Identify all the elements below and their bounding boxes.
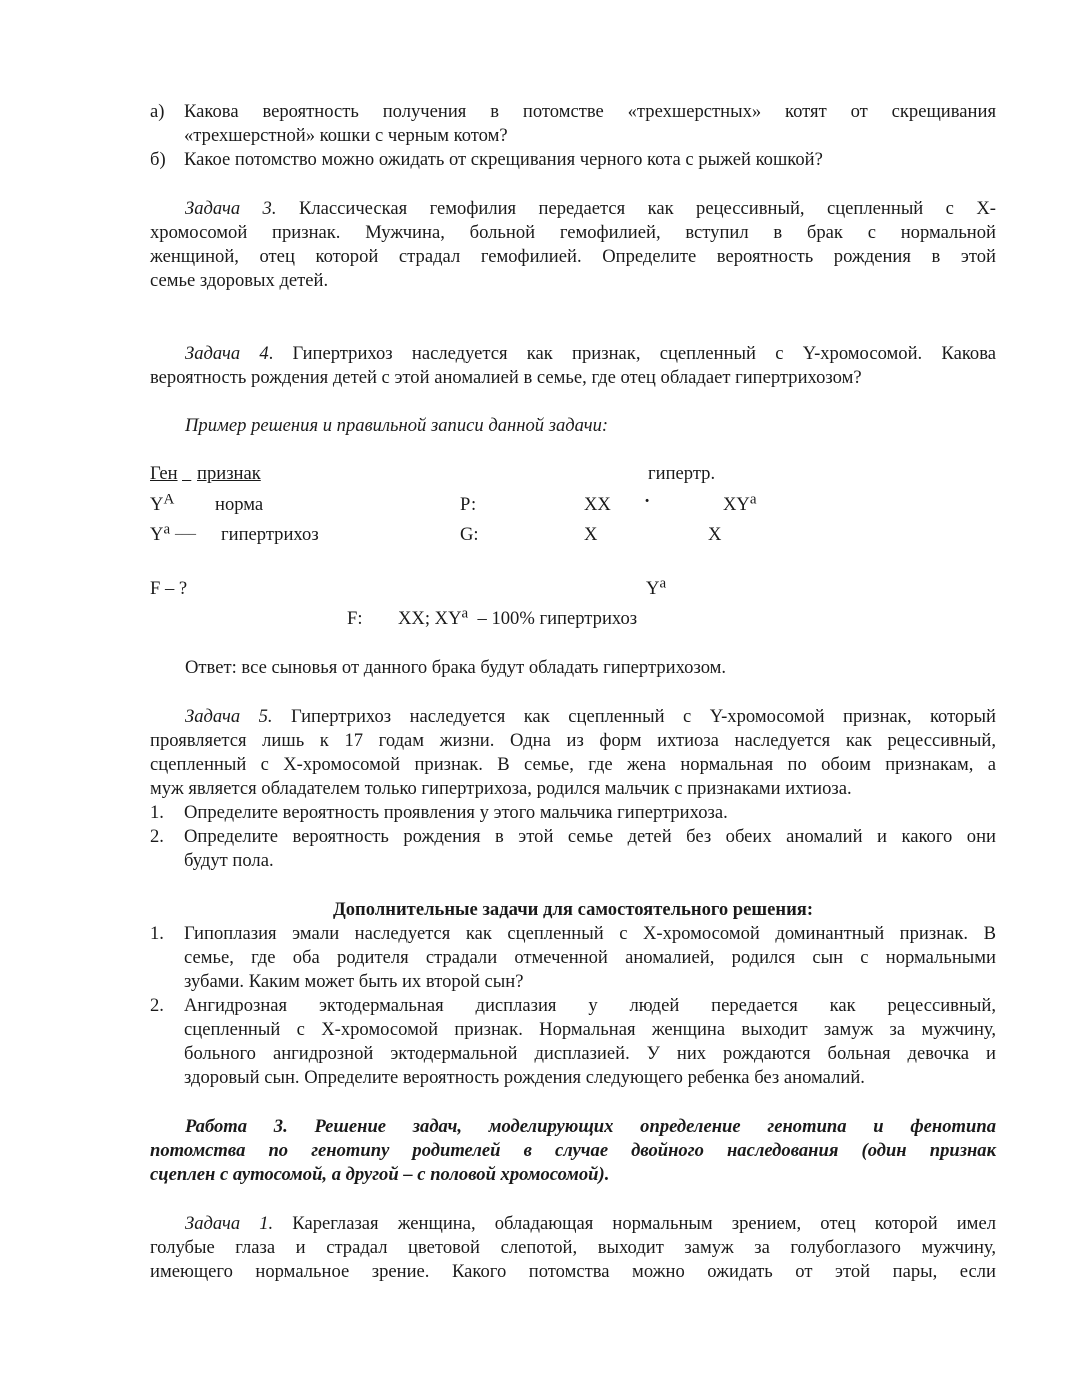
extra-item-2 [150,994,996,1090]
task-1-line-3: имеющего нормальное зрение. Какого потомства можно ожидать от этой пары, если [150,1261,996,1282]
task-3 [150,197,996,293]
gamete-X-mother: Х [584,524,598,545]
task-5-line-1 [150,705,996,729]
gamete-X-father: Х [708,524,722,545]
hyper-short-label: гипертр. [648,463,716,484]
cross-symbol: · [644,491,651,512]
F-label: F: [347,608,363,629]
task-4-line-1-text: . Гипертрихоз наследуется как признак, сцепленный с Y-хромосомой. Какова [268,343,996,364]
allele-Ya-sup: а [163,521,171,538]
task-3-line-4: семье здоровых детей. [150,270,329,291]
task-5-item-2-marker: 2. [150,826,164,847]
task-1-label: Задача 1. [185,1213,274,1234]
task-5-line-2: проявляется лишь к 17 годам жизни. Одна из форм ихтиоза наследуется как рецессивный, [150,730,996,751]
question-a [150,100,996,148]
F-result-genotypes: ХХ; ХY [398,608,462,629]
extra-item-2-line-2: сцепленный с Х-хромосомой признак. Нормальная женщина выходит замуж за мужчину, [184,1019,996,1040]
allele-YA-base: Y [150,494,164,515]
task-5-item-1-marker: 1. [150,802,164,823]
extra-item-2-marker: 2. [150,995,164,1016]
norm-label: норма [215,494,264,515]
extra-item-1-marker: 1. [150,923,164,944]
extra-item-2-line-4: здоровый сын. Определите вероятность рождения следующего ребенка без аномалий. [184,1067,865,1088]
parent-XX: ХХ [584,494,611,515]
gamete-Ya-sup: а [659,575,667,592]
gene-header-space [182,462,191,486]
hyper-label: гипертрихоз [221,524,319,545]
task-1-line-2: голубые глаза и страдал цветовой слепотой, выходит замуж за голубоглазого мужчину, [150,1237,996,1258]
allele-YA-sup: А [163,491,175,508]
P-label: Р: [460,494,477,515]
task-5-line-4: муж является обладателем только гипертрихоза, родился мальчик с признаками ихтиоза. [150,778,852,799]
question-a-marker: а) [150,101,165,122]
extra-item-1-line-2: семье, где оба родителя страдали отмеченной аномалией, родился сын с нормальными [184,947,996,968]
allele-Ya-dash: ___ [175,522,196,537]
task-5-item-2 [150,825,996,873]
answer: Ответ: все сыновья от данного брака будут обладать гипертрихозом. [185,657,727,678]
task-4-line-2: вероятность рождения детей с этой аномалией в семье, где отец обладает гипертрихозом? [150,367,862,388]
extra-item-2-line-3: больного ангидрозной эктодермальной дисплазией. У них рождаются больная девочка и [184,1043,996,1064]
extra-item-1 [150,922,996,994]
work-3-line-3: сцеплен с аутосомой, а другой – с половой хромосомой). [150,1164,610,1185]
work-3-line-1: Работа 3. Решение задач, моделирующих определение генотипа и фенотипа [185,1116,996,1137]
gamete-Ya-base: Y [646,578,660,599]
trait-header: признак [197,463,261,484]
question-a-line-1: Какова вероятность получения в потомстве «трехшерстных» котят от скрещивания [184,101,996,122]
parent-XYa-sup: а [749,491,757,508]
task-5-item-2-line-2: будут пола. [184,850,274,871]
question-b-marker: б) [150,149,166,170]
task-5-line-1-text: Гипертрихоз наследуется как сцепленный с Y-хромосомой признак, который [291,706,997,727]
example-heading [150,414,1031,438]
task-4-label: Задача 4 [185,343,269,364]
parent-XYa-base: ХY [723,494,750,515]
task-1-line-1 [150,1212,996,1236]
task-5 [150,705,996,801]
task-3-line-1 [150,197,996,221]
task-5-item-1 [150,801,996,825]
F-result-text: – 100% гипертрихоз [477,608,638,629]
allele-Ya-base: Y [150,524,164,545]
allele-Ya [150,523,170,547]
task-4 [150,342,996,390]
parent-XYa [723,493,757,517]
extra-item-2-line-1: Ангидрозная эктодермальная дисплазия у людей передается как рецессивный, [184,995,996,1016]
gamete-Ya [646,577,666,601]
F-question: F – ? [150,578,188,599]
work-3-line-2: потомства по генотипу родителей в случае двойного наследования (один признак [150,1140,996,1161]
extra-item-1-line-3: зубами. Каким может быть их второй сын? [184,971,524,992]
task-5-item-2-line-1: Определите вероятность рождения в этой семье детей без обеих аномалий и какого они [184,826,996,847]
task-4-line-1 [150,342,996,366]
task-5-label: Задача 5. [185,706,273,727]
question-b [150,148,996,172]
F-result [398,607,637,631]
task-1-line-1-text: Кареглазая женщина, обладающая нормальным зрением, отец которой имел [292,1213,996,1234]
task-3-line-1-text: Классическая гемофилия передается как рецессивный, сцепленный с Х- [298,198,996,219]
task-3-label: Задача 3. [185,198,277,219]
task-5-item-1-line-1: Определите вероятность проявления у этого мальчика гипертрихоза. [184,802,728,823]
extra-item-1-line-1: Гипоплазия эмали наследуется как сцепленный с Х-хромосомой доминантный признак. В [184,923,996,944]
F-result-sup: а [461,605,469,622]
allele-YA [150,493,174,517]
work-3-heading [150,1115,996,1187]
question-b-text: Какое потомство можно ожидать от скрещивания черного кота с рыжей кошкой? [184,149,823,170]
G-label: G: [460,524,479,545]
example-heading-text: Пример решения и правильной записи данной задачи: [185,415,609,436]
task-5-line-3: сцепленный с Х-хромосомой признак. В семье, где жена нормальная по обоим признакам, а [150,754,996,775]
task-1 [150,1212,996,1284]
task-3-line-3: женщиной, отец которой страдал гемофилией. Определите вероятность рождения в этой [150,246,996,267]
question-a-line-2: «трехшерстной» кошки с черным котом? [184,125,508,146]
extra-heading: Дополнительные задачи для самостоятельного решения: [332,899,814,920]
gene-header: Ген [150,463,178,484]
task-3-line-2: хромосомой признак. Мужчина, больной гемофилией, вступил в брак с нормальной [150,222,996,243]
